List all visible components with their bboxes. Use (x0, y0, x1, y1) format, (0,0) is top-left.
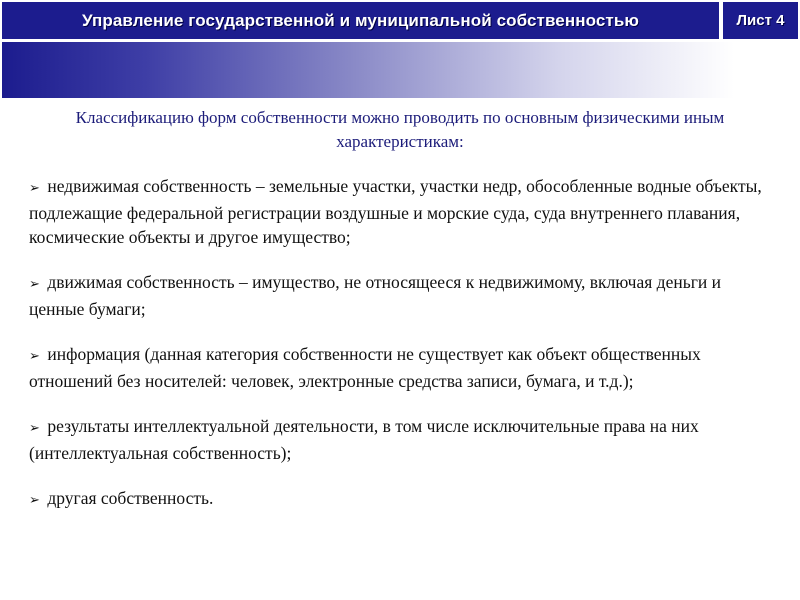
list-item (29, 342, 771, 393)
decorative-gradient-band (2, 42, 798, 98)
list-item (29, 486, 771, 513)
arrowhead-bullet-icon: ➢ (29, 493, 40, 508)
list-item-text: результаты интеллектуальной деятельности, в том числе исключительные права на них (интеллектуальная собственность); (29, 416, 699, 463)
list-item-text: информация (данная категория собственности не существует как объект общественных отношений без носителей: человек, электронные средства записи, бумага, и т.д.); (29, 344, 701, 391)
arrowhead-bullet-icon: ➢ (29, 277, 40, 292)
list-item-text: движимая собственность – имущество, не относящееся к недвижимому, включая деньги и ценные бумаги; (29, 272, 721, 319)
list-item-text: другая собственность. (47, 488, 214, 508)
list-item (29, 270, 771, 321)
list-item-text: недвижимая собственность – земельные участки, участки недр, обособленные водные объекты, подлежащие федеральной регистрации воздушные и морские суда, суда внутреннего плавания, космические объекты и другое имущество; (29, 176, 762, 247)
content-area (29, 106, 771, 534)
header-bar (0, 0, 800, 42)
sheet-number: Лист 4 (736, 12, 785, 29)
list-item (29, 414, 771, 465)
arrowhead-bullet-icon: ➢ (29, 421, 40, 436)
intro-text: Классификацию форм собственности можно проводить по основным физическими иным характеристикам: (75, 108, 725, 151)
page-title: Управление государственной и муниципальной собственностью (82, 10, 639, 30)
sheet-number-box (723, 2, 798, 39)
arrowhead-bullet-icon: ➢ (29, 349, 40, 364)
list-item (29, 174, 771, 249)
title-box (2, 2, 719, 39)
arrowhead-bullet-icon: ➢ (29, 181, 40, 196)
